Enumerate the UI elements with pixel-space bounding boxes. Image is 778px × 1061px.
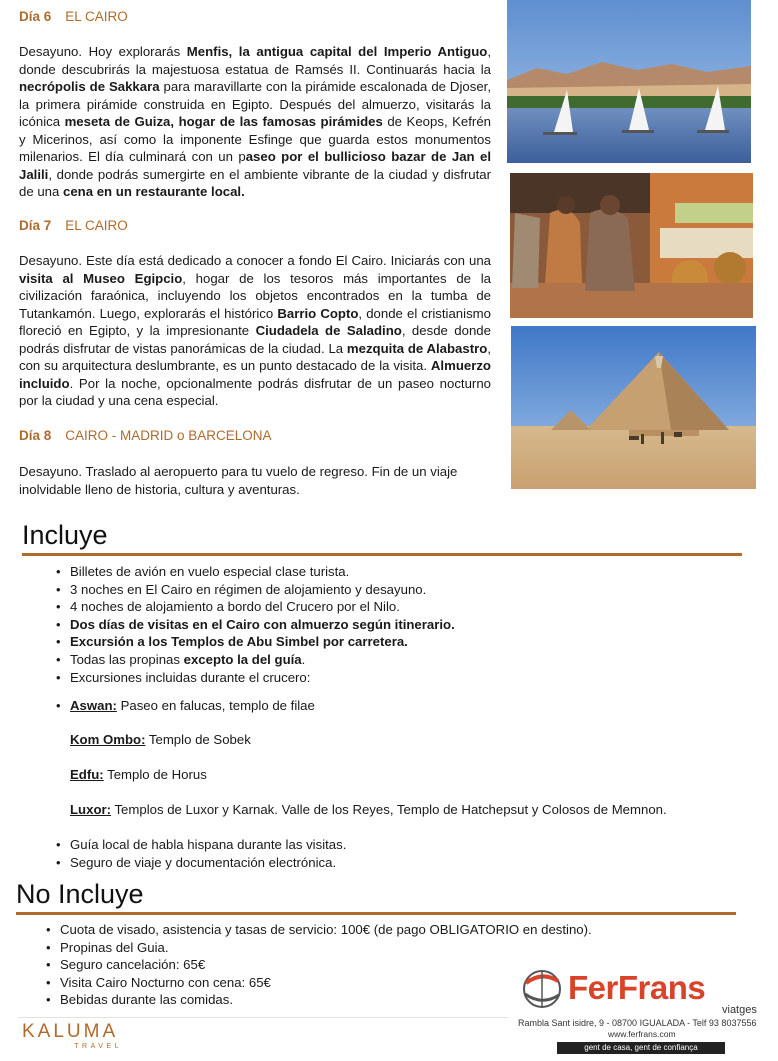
day6-place: EL CAIRO	[65, 9, 128, 24]
footer-divider	[18, 1017, 508, 1018]
excursion-aswan	[56, 697, 756, 715]
ferfrans-logo: FerFrans viatges Rambla Sant isidre, 9 - 08700 IGUALADA - Telf 93 8037556 www.ferfrans.com gent de casa, gent de confiança	[515, 966, 775, 1056]
day7-number: Día 7	[19, 218, 52, 233]
list-item: • Seguro cancelación: 65€	[46, 956, 746, 974]
nile-feluccas-photo	[507, 0, 751, 163]
list-item: • Todas las propinas excepto la del guía.	[56, 651, 756, 669]
list-item: • Excursión a los Templos de Abu Simbel por carretera.	[56, 633, 756, 651]
day8-number: Día 8	[19, 428, 52, 443]
list-item: • Guía local de habla hispana durante las visitas.	[56, 836, 756, 854]
list-item: • Billetes de avión en vuelo especial clase turista.	[56, 563, 756, 581]
day8-heading	[19, 428, 272, 443]
day7-heading	[19, 218, 128, 233]
day7-place: EL CAIRO	[65, 218, 128, 233]
list-item: • Bebidas durante las comidas.	[46, 991, 746, 1009]
globe-icon	[517, 966, 567, 1010]
no-incluye-divider	[16, 912, 736, 915]
bazaar-photo	[510, 173, 753, 318]
list-item: • Cuota de visado, asistencia y tasas de servicio: 100€ (de pago OBLIGATORIO en destino).	[46, 921, 746, 939]
kaluma-logo: KALUMA TRAVEL	[22, 1021, 122, 1050]
list-item: • Visita Cairo Nocturno con cena: 65€	[46, 974, 746, 992]
incluye-title: Incluye	[22, 520, 108, 550]
list-item: • Seguro de viaje y documentación electrónica.	[56, 854, 756, 872]
day8-place: CAIRO - MADRID o BARCELONA	[65, 428, 272, 443]
day6-description: Desayuno. Hoy explorarás Menfis, la antigua capital del Imperio Antiguo, donde descubrirás la majestuosa estatua de Ramsés II. Continuarás hacia la necrópolis de Sakkara para maravillarte con la pirámide escalonada de Djoser, la primera pirámide construida en Egipto. Después del almuerzo, visitarás la icónica meseta de Guiza, hogar de las famosas pirámides de Keops, Kefrén y Micerinos, así como la imponente Esfinge que guarda estos monumentos milenarios. El día culminará con un paseo por el bullicioso bazar de Jan el Jalili, donde podrás sumergirte en el ambiente vibrante de la ciudad y disfrutar de una cena en un restaurante local.	[19, 44, 492, 199]
list-item: • 4 noches de alojamiento a bordo del Crucero por el Nilo.	[56, 598, 756, 616]
no-incluye-title: No Incluye	[16, 879, 144, 909]
list-item: • Aswan: Paseo en falucas, templo de filae	[56, 697, 756, 715]
day7-description: Desayuno. Este día está dedicado a conocer a fondo El Cairo. Iniciarás con una visita al Museo Egipcio, hogar de los tesoros más importantes de la civilización faraónica, incluyendo los objetos encontrados en la tumba de Tutankamón. Luego, explorarás el histórico Barrio Copto, donde el cristianismo floreció en Egipto, y la impresionante Ciudadela de Saladino, desde donde podrás disfrutar de vistas panorámicas de la ciudad. La mezquita de Alabastro, con su arquitectura deslumbrante, es un punto destacado de la visita. Almuerzo incluido. Por la noche, opcionalmente podrás disfrutar de un paseo nocturno por la ciudad y una cena especial.	[19, 253, 491, 408]
incluye-list	[56, 563, 756, 686]
excursion-luxor: Luxor: Templos de Luxor y Karnak. Valle de los Reyes, Templo de Hatchepsut y Colosos de Memnon.	[70, 802, 667, 817]
list-item: • Dos días de visitas en el Cairo con almuerzo según itinerario.	[56, 616, 756, 634]
incluye-divider	[22, 553, 742, 556]
list-item: • Excursiones incluidas durante el crucero:	[56, 669, 756, 687]
excursion-kom-ombo: Kom Ombo: Templo de Sobek	[70, 732, 251, 747]
day8-description: Desayuno. Traslado al aeropuerto para tu vuelo de regreso. Fin de un viaje inolvidable lleno de historia, cultura y aventuras.	[19, 464, 458, 497]
list-item: • 3 noches en El Cairo en régimen de alojamiento y desayuno.	[56, 581, 756, 599]
giza-pyramid-photo	[511, 326, 756, 489]
excursion-edfu: Edfu: Templo de Horus	[70, 767, 207, 782]
day6-heading	[19, 9, 128, 24]
list-item: • Propinas del Guia.	[46, 939, 746, 957]
day6-number: Día 6	[19, 9, 52, 24]
incluye-list-bottom	[56, 836, 756, 871]
